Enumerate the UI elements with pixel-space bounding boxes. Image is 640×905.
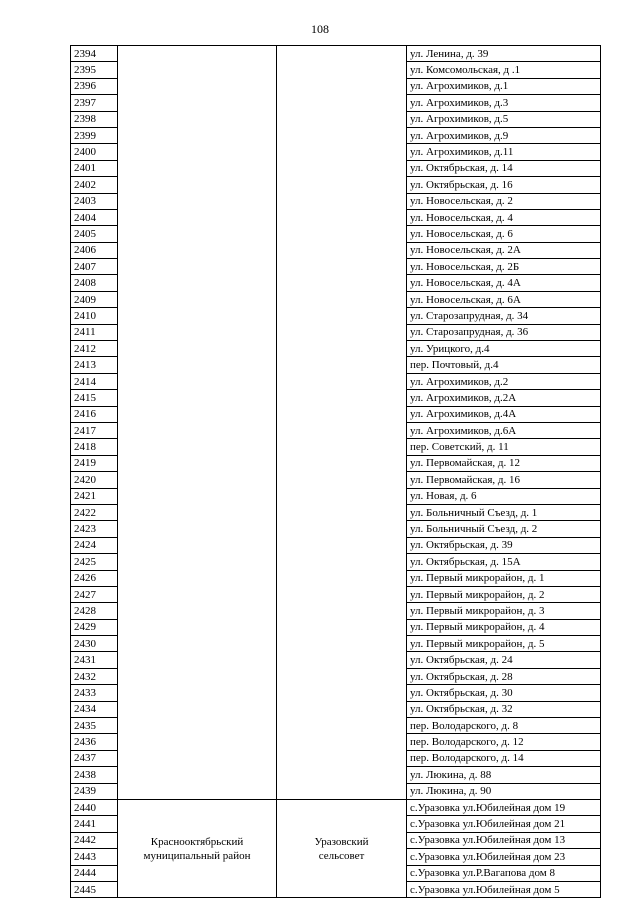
address-cell: ул. Первый микрорайон, д. 3 [407,603,601,619]
row-number: 2395 [71,62,118,78]
address-cell: ул. Первый микрорайон, д. 4 [407,619,601,635]
row-number: 2430 [71,636,118,652]
row-number: 2427 [71,586,118,602]
row-number: 2414 [71,373,118,389]
row-number: 2409 [71,291,118,307]
row-number: 2436 [71,734,118,750]
row-number: 2435 [71,718,118,734]
group2-district-cell [118,799,277,897]
address-cell: с.Уразовка ул.Юбилейная дом 21 [407,816,601,832]
row-number: 2396 [71,78,118,94]
row-number: 2394 [71,46,118,62]
row-number: 2441 [71,816,118,832]
row-number: 2428 [71,603,118,619]
registry-table-body [71,46,601,898]
row-number: 2420 [71,472,118,488]
address-cell: ул. Октябрьская, д. 32 [407,701,601,717]
group1-settlement-cell [277,46,407,800]
address-cell: ул. Октябрьская, д. 15А [407,554,601,570]
address-cell: ул. Больничный Съезд, д. 1 [407,504,601,520]
row-number: 2399 [71,127,118,143]
row-number: 2425 [71,554,118,570]
address-cell: ул. Агрохимиков, д.3 [407,95,601,111]
address-cell: с.Уразовка ул.Р.Вагапова дом 8 [407,865,601,881]
row-number: 2404 [71,209,118,225]
address-cell: с.Уразовка ул.Юбилейная дом 23 [407,849,601,865]
row-number: 2432 [71,668,118,684]
row-number: 2440 [71,799,118,815]
table-row [71,799,601,815]
address-cell: ул. Октябрьская, д. 28 [407,668,601,684]
row-number: 2438 [71,767,118,783]
row-number: 2415 [71,390,118,406]
district-name-line: муниципальный район [143,849,251,862]
row-number: 2442 [71,832,118,848]
row-number: 2444 [71,865,118,881]
address-cell: ул. Новосельская, д. 4 [407,209,601,225]
row-number: 2434 [71,701,118,717]
row-number: 2413 [71,357,118,373]
address-cell: ул. Люкина, д. 88 [407,767,601,783]
address-cell: ул. Агрохимиков, д.9 [407,127,601,143]
address-cell: с.Уразовка ул.Юбилейная дом 13 [407,832,601,848]
address-cell: ул. Агрохимиков, д.5 [407,111,601,127]
row-number: 2401 [71,160,118,176]
row-number: 2422 [71,504,118,520]
address-cell: ул. Первомайская, д. 12 [407,455,601,471]
row-number: 2410 [71,308,118,324]
group1-district-cell [118,46,277,800]
address-cell: ул. Агрохимиков, д.6А [407,422,601,438]
row-number: 2433 [71,685,118,701]
address-cell: ул. Первый микрорайон, д. 2 [407,586,601,602]
row-number: 2445 [71,881,118,897]
row-number: 2400 [71,144,118,160]
row-number: 2412 [71,341,118,357]
address-cell: пер. Володарского, д. 8 [407,718,601,734]
row-number: 2431 [71,652,118,668]
row-number: 2443 [71,849,118,865]
address-cell: ул. Новосельская, д. 2А [407,242,601,258]
address-cell: ул. Агрохимиков, д.1 [407,78,601,94]
address-cell: пер. Володарского, д. 12 [407,734,601,750]
address-cell: ул. Октябрьская, д. 30 [407,685,601,701]
row-number: 2411 [71,324,118,340]
address-cell: ул. Октябрьская, д. 16 [407,177,601,193]
address-registry-table [70,45,601,898]
row-number: 2408 [71,275,118,291]
address-cell: ул. Агрохимиков, д.2 [407,373,601,389]
address-cell: ул. Новосельская, д. 2 [407,193,601,209]
row-number: 2419 [71,455,118,471]
page-number: 108 [311,22,329,36]
address-cell: пер. Володарского, д. 14 [407,750,601,766]
row-number: 2398 [71,111,118,127]
row-number: 2423 [71,521,118,537]
row-number: 2424 [71,537,118,553]
row-number: 2406 [71,242,118,258]
settlement-name-line: Уразовский [314,835,369,848]
row-number: 2402 [71,177,118,193]
address-cell: ул. Октябрьская, д. 24 [407,652,601,668]
address-cell: ул. Люкина, д. 90 [407,783,601,799]
row-number: 2407 [71,259,118,275]
address-cell: с.Уразовка ул.Юбилейная дом 19 [407,799,601,815]
address-cell: ул. Октябрьская, д. 39 [407,537,601,553]
address-cell: ул. Первомайская, д. 16 [407,472,601,488]
address-cell: ул. Новосельская, д. 6А [407,291,601,307]
row-number: 2426 [71,570,118,586]
address-cell: ул. Новосельская, д. 4А [407,275,601,291]
address-cell: ул. Комсомольская, д .1 [407,62,601,78]
row-number: 2405 [71,226,118,242]
address-cell: пер. Советский, д. 11 [407,439,601,455]
address-cell: ул. Агрохимиков, д.2А [407,390,601,406]
row-number: 2403 [71,193,118,209]
address-cell: пер. Почтовый, д.4 [407,357,601,373]
address-cell: с.Уразовка ул.Юбилейная дом 5 [407,881,601,897]
address-cell: ул. Новосельская, д. 6 [407,226,601,242]
row-number: 2416 [71,406,118,422]
row-number: 2417 [71,422,118,438]
row-number: 2418 [71,439,118,455]
address-cell: ул. Первый микрорайон, д. 1 [407,570,601,586]
address-cell: ул. Ленина, д. 39 [407,46,601,62]
table-row [71,46,601,62]
address-cell: ул. Новая, д. 6 [407,488,601,504]
settlement-name-line: сельсовет [318,849,365,862]
district-name-line: Краснооктябрьский [150,835,244,848]
group2-settlement-cell [277,799,407,897]
address-cell: ул. Урицкого, д.4 [407,341,601,357]
row-number: 2421 [71,488,118,504]
address-cell: ул. Новосельская, д. 2Б [407,259,601,275]
row-number: 2437 [71,750,118,766]
row-number: 2439 [71,783,118,799]
address-cell: ул. Старозапрудная, д. 36 [407,324,601,340]
address-cell: ул. Агрохимиков, д.11 [407,144,601,160]
row-number: 2429 [71,619,118,635]
address-cell: ул. Больничный Съезд, д. 2 [407,521,601,537]
address-cell: ул. Первый микрорайон, д. 5 [407,636,601,652]
address-cell: ул. Октябрьская, д. 14 [407,160,601,176]
address-cell: ул. Агрохимиков, д.4А [407,406,601,422]
row-number: 2397 [71,95,118,111]
address-cell: ул. Старозапрудная, д. 34 [407,308,601,324]
